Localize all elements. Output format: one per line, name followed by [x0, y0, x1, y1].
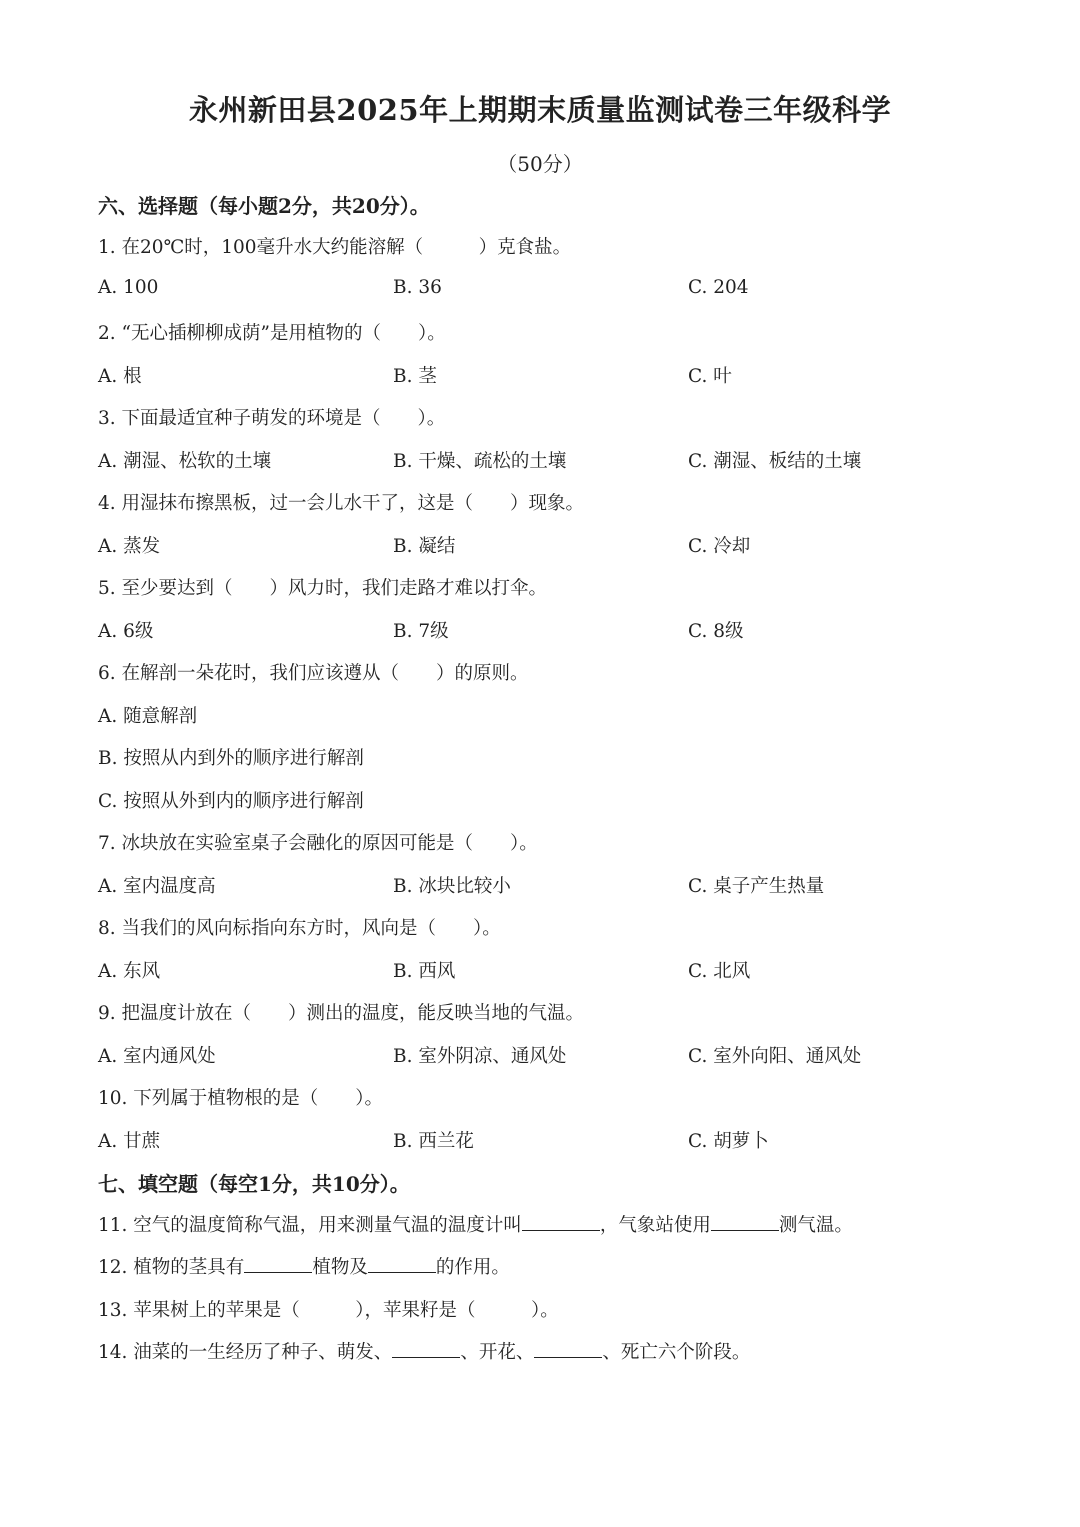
- question-7: 7. 冰块放在实验室桌子会融化的原因可能是（ ）。: [98, 833, 538, 854]
- exam-title: 永州新田县2025年上期期末质量监测试卷三年级科学: [188, 93, 892, 127]
- question-12-part3: 的作用。: [435, 1257, 510, 1278]
- question-12: [98, 1253, 510, 1279]
- question-12-part2: 植物及: [312, 1257, 368, 1278]
- question-10: 10. 下列属于植物根的是（ ）。: [98, 1088, 384, 1109]
- question-14-part3: 、死亡六个阶段。: [602, 1342, 751, 1363]
- option-6c: C. 按照从外到内的顺序进行解剖: [98, 791, 364, 812]
- option-9b: B. 室外阴凉、通风处: [393, 1046, 567, 1067]
- answer-blank[interactable]: [711, 1212, 779, 1231]
- question-12-part1: 12. 植物的茎具有: [98, 1257, 245, 1278]
- answer-blank[interactable]: [522, 1212, 600, 1231]
- option-7a: A. 室内温度高: [98, 876, 216, 897]
- option-4c: C. 冷却: [688, 536, 751, 557]
- option-5b: B. 7级: [393, 621, 449, 642]
- question-2: 2. “无心插柳柳成荫”是用植物的（ ）。: [98, 323, 446, 344]
- option-9a: A. 室内通风处: [98, 1046, 216, 1067]
- option-10c: C. 胡萝卜: [688, 1131, 769, 1152]
- option-7c: C. 桌子产生热量: [688, 876, 825, 897]
- option-5a: A. 6级: [98, 621, 154, 642]
- question-11: [98, 1211, 853, 1237]
- option-8a: A. 东风: [98, 961, 161, 982]
- option-8b: B. 西风: [393, 961, 456, 982]
- answer-blank[interactable]: [534, 1339, 602, 1358]
- option-1a: A. 100: [98, 277, 159, 298]
- question-1: 1. 在20℃时，100毫升水大约能溶解（ ）克食盐。: [98, 237, 572, 258]
- option-9c: C. 室外向阳、通风处: [688, 1046, 862, 1067]
- question-4: 4. 用湿抹布擦黑板，过一会儿水干了，这是（ ）现象。: [98, 493, 585, 514]
- section-heading-fill: 七、填空题（每空1分，共10分）。: [98, 1172, 410, 1196]
- option-1b: B. 36: [393, 277, 442, 298]
- question-11-part3: 测气温。: [778, 1215, 853, 1236]
- option-10a: A. 甘蔗: [98, 1131, 161, 1152]
- option-4a: A. 蒸发: [98, 536, 161, 557]
- answer-blank[interactable]: [244, 1254, 312, 1273]
- question-11-part1: 11. 空气的温度简称气温，用来测量气温的温度计叫: [98, 1215, 522, 1236]
- exam-score: （50分）: [497, 152, 583, 176]
- question-9: 9. 把温度计放在（ ）测出的温度，能反映当地的气温。: [98, 1003, 585, 1024]
- section-heading-choice: 六、选择题（每小题2分，共20分）。: [98, 194, 430, 218]
- option-6b: B. 按照从内到外的顺序进行解剖: [98, 748, 364, 769]
- question-5: 5. 至少要达到（ ）风力时，我们走路才难以打伞。: [98, 578, 548, 599]
- option-7b: B. 冰块比较小: [393, 876, 511, 897]
- question-8: 8. 当我们的风向标指向东方时，风向是（ ）。: [98, 918, 501, 939]
- question-14-part2: 、开花、: [460, 1342, 535, 1363]
- question-14: [98, 1338, 750, 1364]
- question-13: 13. 苹果树上的苹果是（ ），苹果籽是（ ）。: [98, 1300, 559, 1321]
- question-6: 6. 在解剖一朵花时，我们应该遵从（ ）的原则。: [98, 663, 529, 684]
- question-11-part2: ，气象站使用: [599, 1215, 711, 1236]
- option-8c: C. 北风: [688, 961, 751, 982]
- option-3c: C. 潮湿、板结的土壤: [688, 451, 862, 472]
- question-3: 3. 下面最适宜种子萌发的环境是（ ）。: [98, 408, 446, 429]
- option-2a: A. 根: [98, 366, 142, 387]
- option-4b: B. 凝结: [393, 536, 456, 557]
- option-6a: A. 随意解剖: [98, 706, 198, 727]
- option-10b: B. 西兰花: [393, 1131, 474, 1152]
- answer-blank[interactable]: [392, 1339, 460, 1358]
- option-3b: B. 干燥、疏松的土壤: [393, 451, 567, 472]
- option-1c: C. 204: [688, 277, 749, 298]
- option-5c: C. 8级: [688, 621, 744, 642]
- option-2c: C. 叶: [688, 366, 732, 387]
- option-2b: B. 茎: [393, 366, 437, 387]
- question-14-part1: 14. 油菜的一生经历了种子、萌发、: [98, 1342, 393, 1363]
- option-3a: A. 潮湿、松软的土壤: [98, 451, 272, 472]
- answer-blank[interactable]: [368, 1254, 436, 1273]
